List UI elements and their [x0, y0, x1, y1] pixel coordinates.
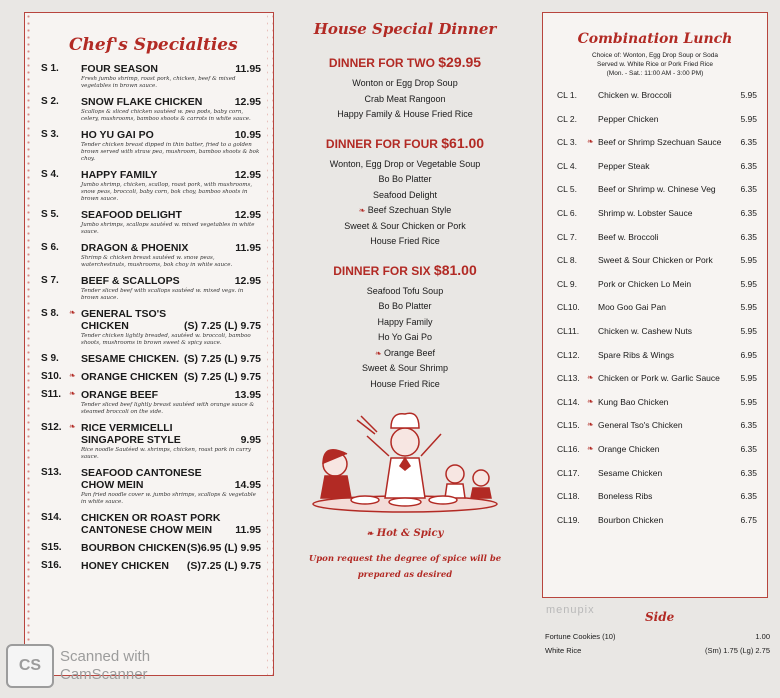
lunch-code: CL13.: [557, 373, 580, 384]
dinner-dish: [286, 157, 524, 173]
specialty-code: S 3.: [41, 129, 59, 140]
lunch-price: 6.35: [740, 420, 757, 431]
lunch-name: Chicken or Pork w. Garlic Sauce: [598, 373, 720, 384]
dinner-dish-name: Wonton, Egg Drop or Vegetable Soup: [329, 158, 481, 169]
hot-and-spicy-legend: [286, 528, 524, 539]
lunch-item: [543, 137, 767, 161]
chili-pepper-icon: ❧: [69, 371, 76, 380]
specialty-name: SNOW FLAKE CHICKEN: [81, 96, 203, 108]
specialty-code: S11.: [41, 389, 62, 400]
chefs-specialties-inner: [33, 13, 267, 675]
camscanner-badge: [6, 644, 150, 688]
dinner-dish-name: Bo Bo Platter: [378, 174, 432, 184]
specialty-price: 11.95: [235, 242, 261, 254]
specialty-code: S13.: [41, 467, 62, 478]
dinner-dish: [286, 203, 524, 219]
lunch-item: [543, 397, 767, 421]
specialty-price: (S)7.25 (L) 9.75: [186, 560, 261, 572]
lunch-code: CL 6.: [557, 207, 578, 218]
specialty-price: 10.95: [234, 129, 261, 141]
dinner-price: $61.00: [441, 134, 485, 151]
lunch-name: Chicken w. Broccoli: [598, 90, 672, 100]
spice-note-line-2: prepared as desired: [357, 570, 453, 580]
dinner-list: [286, 54, 524, 392]
specialty-name-row: [81, 542, 261, 554]
specialty-price: 11.95: [235, 524, 261, 536]
specialty-name: SESAME CHICKEN.: [81, 353, 180, 365]
lunch-item: [543, 279, 767, 303]
specialty-item: [33, 422, 267, 461]
specialty-description: Fresh jumbo shrimp, roast pork, chicken, beef & mixed vegetables in brown sauce.: [81, 76, 236, 89]
dinner-dish: [286, 284, 524, 300]
chili-pepper-icon: ❧: [587, 396, 594, 406]
specialty-item: [33, 371, 267, 383]
specialty-code: S 1.: [41, 63, 59, 74]
specialty-name-row: [81, 512, 261, 536]
lunch-price: 5.95: [740, 90, 757, 100]
chili-pepper-icon: ❧: [69, 308, 76, 317]
dinner-dish: [286, 234, 524, 250]
lunch-item: [543, 468, 767, 492]
chefs-specialties-list: [33, 63, 267, 572]
side-item: [545, 646, 770, 655]
chili-pepper-icon: ❧: [69, 422, 76, 431]
lunch-code: CL12.: [557, 349, 580, 360]
hot-and-spicy-label: Hot & Spicy: [376, 528, 444, 539]
specialty-name: SEAFOOD DELIGHT: [81, 209, 182, 221]
dinner-name: DINNER FOR FOUR: [325, 136, 438, 151]
side-name: White Rice: [545, 646, 582, 655]
lunch-price: 5.95: [740, 302, 757, 313]
lunch-code: CL 2.: [557, 113, 578, 124]
specialty-code: S12.: [41, 422, 62, 433]
specialty-name-row: [81, 389, 261, 401]
specialty-code: S 9.: [41, 353, 59, 364]
lunch-choice-line: Choice of: Wonton, Egg Drop Soup or Soda: [592, 52, 718, 59]
specialty-name: CHICKEN OR ROAST PORK CANTONESE CHOW MEIN: [81, 512, 221, 536]
specialty-description: Tender sliced beef with scallops sautéed w. mixed vegs. in brown sauce.: [81, 288, 244, 301]
side-price: (Sm) 1.75 (Lg) 2.75: [704, 646, 770, 655]
house-special-dinner-panel: [286, 12, 524, 676]
chili-pepper-icon: ❧: [358, 206, 368, 215]
lunch-code: CL 3.: [557, 137, 578, 148]
lunch-price: 6.35: [740, 491, 757, 502]
specialty-price: (S) 7.25 (L) 9.75: [183, 320, 261, 332]
watermark: menupix: [546, 604, 595, 616]
specialty-description: Tender chicken lightly breaded, sautéed w. broccoli, bamboo shoots, mushrooms in brown sweet & spicy sauce.: [81, 333, 251, 346]
specialty-name-row: [81, 63, 261, 75]
dinner-heading: [286, 54, 524, 70]
specialty-item: [33, 389, 267, 416]
specialty-name-row: [81, 353, 261, 365]
dinner-dish: [286, 172, 524, 188]
lunch-name: Boneless Ribs: [598, 491, 653, 502]
lunch-code: CL15.: [557, 420, 580, 431]
lunch-name: Bourbon Chicken: [598, 514, 664, 525]
dinner-package: [286, 135, 524, 250]
lunch-hours-line: (Mon. - Sat.: 11:00 AM - 3:00 PM): [606, 70, 704, 77]
specialty-name-row: [81, 371, 261, 383]
dinner-heading: [286, 262, 524, 278]
specialty-price: 13.95: [234, 389, 261, 401]
specialty-price: 12.95: [234, 209, 261, 221]
lunch-price: 5.95: [740, 255, 757, 266]
lunch-item: [543, 90, 767, 114]
specialty-price: (S)6.95 (L) 9.95: [186, 542, 261, 554]
camscanner-text: [60, 648, 150, 684]
specialty-item: [33, 129, 267, 163]
dinner-dish-name: Seafood Tofu Soup: [366, 285, 444, 296]
lunch-name: Kung Bao Chicken: [598, 396, 669, 407]
dinner-dish: [286, 330, 524, 346]
lunch-name: Sweet & Sour Chicken or Pork: [598, 255, 713, 266]
lunch-name: Orange Chicken: [598, 443, 660, 454]
specialty-code: S 7.: [41, 275, 59, 286]
specialty-name: SEAFOOD CANTONESE CHOW MEIN: [81, 467, 202, 491]
specialty-name: ORANGE CHICKEN: [81, 371, 178, 383]
specialty-name-row: [81, 129, 261, 141]
lunch-name: Sesame Chicken: [598, 467, 663, 478]
dinner-dish: [286, 361, 524, 377]
lunch-item: [543, 444, 767, 468]
combination-lunch-list: [543, 90, 767, 538]
dinner-dish-name: Happy Family: [377, 316, 433, 327]
lunch-item: [543, 350, 767, 374]
lunch-price: 6.35: [740, 160, 757, 171]
lunch-item: [543, 515, 767, 539]
chili-pepper-icon: ❧: [69, 389, 76, 398]
spice-note: [286, 551, 524, 583]
chefs-specialties-title: Chef's Specialties: [69, 35, 238, 55]
chili-pepper-icon: ❧: [587, 373, 594, 383]
side-section: [545, 610, 770, 660]
lunch-name: Pepper Chicken: [598, 113, 659, 124]
lunch-code: CL11.: [557, 325, 580, 336]
lunch-name: Chicken w. Cashew Nuts: [598, 325, 693, 336]
specialty-description: Jumbo shrimp, chicken, scallop, roast pork, with mushrooms, snow peas, broccoli, baby corn, bok choy, bamboo shoots in brown sauce.: [81, 182, 253, 202]
dinner-dish: [286, 315, 524, 331]
specialty-price: 12.95: [234, 96, 261, 108]
specialty-item: [33, 512, 267, 536]
dinner-dish: [286, 346, 524, 362]
specialty-item: [33, 308, 267, 347]
specialty-item: [33, 542, 267, 554]
camscanner-line-1: Scanned with: [60, 648, 151, 665]
dinner-price: $29.95: [438, 54, 482, 70]
specialty-item: [33, 560, 267, 572]
lunch-code: CL 5.: [557, 184, 578, 195]
lunch-item: [543, 326, 767, 350]
combination-lunch-title: Combination Lunch: [577, 31, 733, 47]
specialty-code: S 6.: [41, 242, 59, 253]
specialty-name: RICE VERMICELLI SINGAPORE STYLE: [81, 422, 181, 446]
lunch-name: Beef or Shrimp Szechuan Sauce: [598, 137, 722, 148]
lunch-price: 6.35: [740, 207, 757, 218]
specialty-code: S14.: [41, 512, 62, 523]
lunch-item: [543, 208, 767, 232]
specialty-name: DRAGON & PHOENIX: [81, 242, 189, 254]
specialty-name-row: [81, 242, 261, 254]
lunch-price: 6.35: [740, 467, 757, 478]
lunch-name: Spare Ribs & Wings: [598, 349, 675, 360]
lunch-code: CL 7.: [557, 231, 578, 242]
camscanner-logo: CS: [6, 644, 54, 688]
specialty-price: 12.95: [234, 169, 261, 181]
specialty-name-row: [81, 275, 261, 287]
lunch-name: Beef w. Broccoli: [598, 231, 659, 242]
specialty-price: 9.95: [240, 434, 261, 446]
specialty-code: S 2.: [41, 96, 59, 107]
lunch-item: [543, 420, 767, 444]
lunch-code: CL18.: [557, 491, 580, 502]
lunch-name: General Tso's Chicken: [598, 420, 683, 431]
lunch-code: CL17.: [557, 467, 580, 478]
lunch-code: CL 1.: [557, 90, 578, 100]
specialty-name-row: [81, 96, 261, 108]
specialty-name-row: [81, 169, 261, 181]
lunch-code: CL 8.: [557, 255, 578, 266]
lunch-code: CL16.: [557, 443, 580, 454]
specialty-code: S10.: [41, 371, 62, 382]
lunch-code: CL19.: [557, 514, 580, 525]
dinner-dish: [286, 377, 524, 393]
dinner-package: [286, 54, 524, 123]
house-special-title: House Special Dinner: [313, 20, 497, 38]
dinner-dish: [286, 76, 524, 92]
lunch-item: [543, 255, 767, 279]
dinner-dish-name: Bo Bo Platter: [378, 301, 432, 311]
dinner-dish-name: House Fried Rice: [370, 236, 440, 246]
lunch-price: 5.95: [740, 113, 757, 124]
combination-lunch-panel: [542, 12, 768, 598]
dinner-dish-name: Ho Yo Gai Po: [377, 332, 433, 342]
lunch-name: Pepper Steak: [598, 160, 650, 171]
specialty-description: Scallops & sliced chicken sautéed w. pea pods, baby corn, celery, mushrooms, bamboo shoots & carrots in white sauce.: [81, 109, 251, 122]
lunch-code: CL 4.: [557, 160, 578, 171]
chef-family-illustration: [305, 404, 505, 514]
lunch-item: [543, 184, 767, 208]
specialty-code: S16.: [41, 560, 62, 571]
dinner-dish: [286, 92, 524, 108]
lunch-price: 5.95: [740, 278, 757, 289]
specialty-item: [33, 96, 267, 123]
dinner-dish-name: Sweet & Sour Shrimp: [361, 363, 449, 373]
specialty-price: 14.95: [234, 479, 261, 491]
specialty-name-row: [81, 308, 261, 332]
specialty-name-row: [81, 422, 261, 446]
dinner-dish-name: Beef Szechuan Style: [367, 205, 452, 215]
dinner-dish-name: Sweet & Sour Chicken or Pork: [344, 220, 466, 231]
specialty-description: Shrimp & chicken breast sautéed w. snow peas, waterchestnuts, mushrooms, bok choy in white sauce.: [81, 255, 233, 268]
lunch-item: [543, 232, 767, 256]
dinner-dish-name: Happy Family & House Fried Rice: [337, 109, 473, 119]
specialty-code: S 8.: [41, 308, 59, 319]
specialty-item: [33, 275, 267, 302]
dinner-name: DINNER FOR SIX: [333, 263, 431, 278]
lunch-code: CL14.: [557, 396, 580, 407]
specialty-price: (S) 7.25 (L) 9.75: [183, 353, 261, 365]
side-item: [545, 632, 770, 641]
lunch-price: 5.95: [740, 373, 757, 384]
chili-pepper-icon: ❧: [587, 137, 594, 147]
specialty-item: [33, 353, 267, 365]
lunch-price: 6.95: [740, 349, 757, 360]
lunch-name: Moo Goo Gai Pan: [598, 302, 667, 313]
lunch-name: Pork or Chicken Lo Mein: [598, 278, 692, 289]
lunch-price: 6.75: [740, 514, 757, 525]
lunch-price: 6.35: [740, 231, 757, 242]
side-list: [545, 632, 770, 655]
lunch-name: Shrimp w. Lobster Sauce: [598, 207, 693, 218]
lunch-code: CL10.: [557, 302, 580, 313]
specialty-price: 11.95: [235, 63, 261, 75]
dinner-name: DINNER FOR TWO: [328, 56, 435, 70]
side-name: Fortune Cookies (10): [545, 632, 616, 641]
dinner-dish-name: Crab Meat Rangoon: [364, 93, 446, 104]
specialty-name: HAPPY FAMILY: [81, 169, 158, 181]
specialty-item: [33, 169, 267, 203]
specialty-code: S 4.: [41, 169, 59, 180]
specialty-description: Pan fried noodle cover w. jumbo shrimps, scallops & vegetable in white sauce.: [81, 492, 256, 505]
lunch-rice-line: Served w. White Rice or Pork Fried Rice: [597, 61, 713, 68]
dinner-price: $81.00: [433, 261, 477, 278]
specialty-name: HONEY CHICKEN: [81, 560, 169, 572]
specialty-name-row: [81, 467, 261, 491]
specialty-name: FOUR SEASON: [81, 63, 159, 75]
specialty-name-row: [81, 560, 261, 572]
lunch-price: 6.35: [740, 443, 757, 454]
lunch-item: [543, 114, 767, 138]
dinner-package: [286, 262, 524, 393]
specialty-description: Jumbo shrimps, scallops sautéed w. mixed vegetables in white sauce.: [81, 222, 255, 235]
specialty-item: [33, 467, 267, 506]
dinner-dish-name: Wonton or Egg Drop Soup: [352, 78, 458, 88]
specialty-price: 12.95: [234, 275, 261, 287]
dinner-dish: [286, 188, 524, 204]
specialty-code: S 5.: [41, 209, 59, 220]
dinner-heading: [286, 135, 524, 151]
specialty-name-row: [81, 209, 261, 221]
specialty-name: GENERAL TSO'S CHICKEN: [81, 308, 167, 332]
lunch-item: [543, 161, 767, 185]
specialty-name: HO YU GAI PO: [81, 129, 154, 141]
specialty-price: (S) 7.25 (L) 9.75: [183, 371, 261, 383]
chili-pepper-icon: ❧: [375, 348, 384, 358]
specialty-item: [33, 209, 267, 236]
lunch-item: [543, 373, 767, 397]
dinner-dish-name: Orange Beef: [383, 347, 435, 358]
specialty-item: [33, 63, 267, 90]
camscanner-line-2: CamScanner: [60, 666, 148, 683]
lunch-price: 5.95: [740, 396, 757, 407]
lunch-price: 6.35: [740, 137, 757, 148]
dinner-dish-name: Seafood Delight: [372, 189, 438, 200]
side-title: Side: [645, 610, 675, 624]
lunch-code: CL 9.: [557, 278, 578, 289]
lunch-item: [543, 491, 767, 515]
specialty-description: Tender sliced beef lightly breast sautéed with orange sauce & steamed broccoli on the side.: [81, 402, 255, 415]
specialty-name: BOURBON CHICKEN: [81, 542, 186, 554]
chili-pepper-icon: ❧: [366, 528, 374, 538]
dinner-dish: [286, 219, 524, 235]
lunch-name: Beef or Shrimp w. Chinese Veg: [598, 184, 716, 195]
chili-pepper-icon: ❧: [587, 420, 594, 430]
lunch-price: 6.35: [740, 184, 757, 195]
dinner-dish: [286, 299, 524, 315]
specialty-description: Rice noodle Sautéed w. shrimps, chicken, roast pork in curry sauce.: [81, 447, 252, 460]
specialty-code: S15.: [41, 542, 62, 553]
dinner-dish-name: House Fried Rice: [370, 378, 440, 389]
specialty-name: ORANGE BEEF: [81, 389, 159, 401]
specialty-name: BEEF & SCALLOPS: [81, 275, 180, 287]
specialty-item: [33, 242, 267, 269]
dinner-dish: [286, 107, 524, 123]
spice-note-line-1: Upon request the degree of spice will be: [308, 554, 502, 564]
chili-pepper-icon: ❧: [587, 443, 594, 453]
lunch-price: 5.95: [740, 325, 757, 336]
specialty-description: Tender chicken breast dipped in thin batter, fried to a golden brown served with straw pea, mushroom, bamboo shoots & bok choy.: [81, 142, 260, 162]
chefs-specialties-panel: [24, 12, 274, 676]
combination-lunch-subtitle: [543, 51, 767, 78]
side-price: 1.00: [755, 632, 770, 641]
lunch-item: [543, 302, 767, 326]
